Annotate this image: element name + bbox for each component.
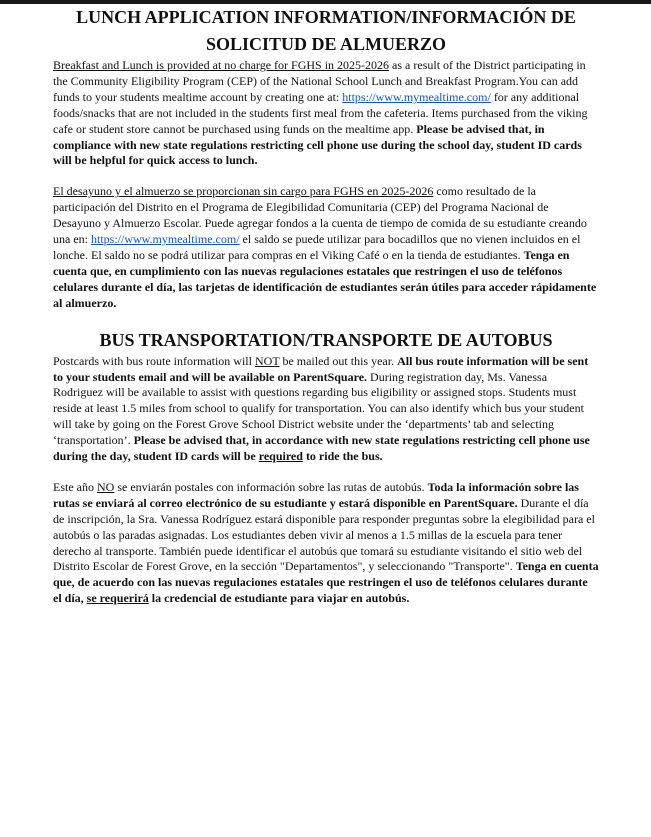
paragraph-lunch-english xyxy=(53,58,599,169)
text-run: All bus route information will be sent to your students email and will be available on ParentSquare. xyxy=(53,353,592,384)
mymealtime-link-english[interactable]: https://www.mymealtime.com/ xyxy=(342,89,491,104)
text-run: el saldo se puede utilizar para bocadillos que no vienen incluidos en el lonche. El saldo no se podrá utilizar para compras en el Viking Café o en la tienda de estudiantes. xyxy=(53,232,584,262)
paragraph-bus-english xyxy=(53,354,599,465)
text-run: to ride the bus. xyxy=(302,449,383,464)
text-run: required xyxy=(258,449,303,464)
text-run: Postcards with bus route information will xyxy=(53,353,255,368)
text-run: Este año xyxy=(53,479,97,494)
text-run: be mailed out this year. xyxy=(279,353,398,368)
paragraph-bus-spanish xyxy=(53,479,602,607)
text-run: Toda la información sobre las rutas se enviará al correo electrónico de su estudiante y estará disponible en ParentSquare. xyxy=(53,479,582,510)
text-run: El desayuno y el almuerzo se proporcionan sin cargo para FGHS en 2025-2026 xyxy=(53,184,434,199)
text-run: Please be advised that, in compliance with new state regulations restricting cell phone use during the school day, student ID cards will be helpful for quick access to lunch. xyxy=(53,121,585,168)
section-heading-lunch-application: LUNCH APPLICATION INFORMATION/INFORMACIÓN DE SOLICITUD DE ALMUERZO xyxy=(76,7,576,54)
text-run: Tenga en cuenta que, de acuerdo con las nuevas regulaciones estatales que restringen el uso de teléfonos celulares durante el día, xyxy=(53,559,602,606)
text-run: se requerirá xyxy=(86,591,149,606)
text-run: Please be advised that, in accordance with new state regulations restricting cell phone use during the day, student ID cards will be xyxy=(53,433,593,464)
text-run: Durante el día de inscripción, la Sra. Vanessa Rodríguez estará disponible para responder preguntas sobre la elegibilidad para el autobús o las paradas asignadas. Los estudiantes deben vivir al menos a 1.5 millas de la escuela para tener derecho al transporte. También puede identificar el autobús que tomará su estudiante visitando el sitio web del Distrito Escolar de Forest Grove, en la sección "Departamentos", y seleccionando "Transporte". xyxy=(53,495,598,574)
text-run: During registration day, Ms. Vanessa Rodriguez will be available to assist with questions regarding bus eligibility or assigned stops. Students must reside at least 1.5 miles from school to qualify for transportation. You can also identify which bus your student will take by going on the Forest Grove School District website under the ‘departments’ tab and selecting ‘transportation’. xyxy=(53,369,587,448)
section-heading-bus-transportation: BUS TRANSPORTATION/TRANSPORTE DE AUTOBUS xyxy=(99,329,553,350)
text-run: Breakfast and Lunch is provided at no charge for FGHS in 2025-2026 xyxy=(53,58,390,72)
text-run: as a result of the District participating in the Community Eligibility Program (CEP) of the National School Lunch and Breakfast Program.You can add funds to your students mealtime account by creating one at: xyxy=(53,58,589,104)
document-body xyxy=(53,4,602,622)
text-run: Tenga en cuenta que, en cumplimiento con las nuevas regulaciones estatales que restringen el uso de teléfonos celulares durante el día, las tarjetas de identificación de estudiantes serán útiles para acceder rápidamente al almuerzo. xyxy=(53,247,600,310)
text-run: NO xyxy=(97,479,115,494)
text-run: NOT xyxy=(254,353,280,368)
text-run: la credencial de estudiante para viajar en autobús. xyxy=(148,591,410,606)
paragraph-lunch-spanish xyxy=(53,184,599,311)
text-run: como resultado de la participación del Distrito en el Programa de Elegibilidad Comunitaria (CEP) del Programa Nacional de Desayuno y Almuerzo Escolar. Puede agregar fondos a la cuenta de tiempo de comida de su estudiante creando una en: xyxy=(53,184,590,247)
mymealtime-link-spanish[interactable]: https://www.mymealtime.com/ xyxy=(91,232,240,247)
text-run: se enviarán postales con información sobre las rutas de autobús. xyxy=(114,479,428,494)
text-run: for any additional foods/snacks that are not included in the students first meal from the cafeteria. Items purchased from the viking cafe or student store cannot be purchased using funds on the mealtime app. xyxy=(53,89,591,136)
